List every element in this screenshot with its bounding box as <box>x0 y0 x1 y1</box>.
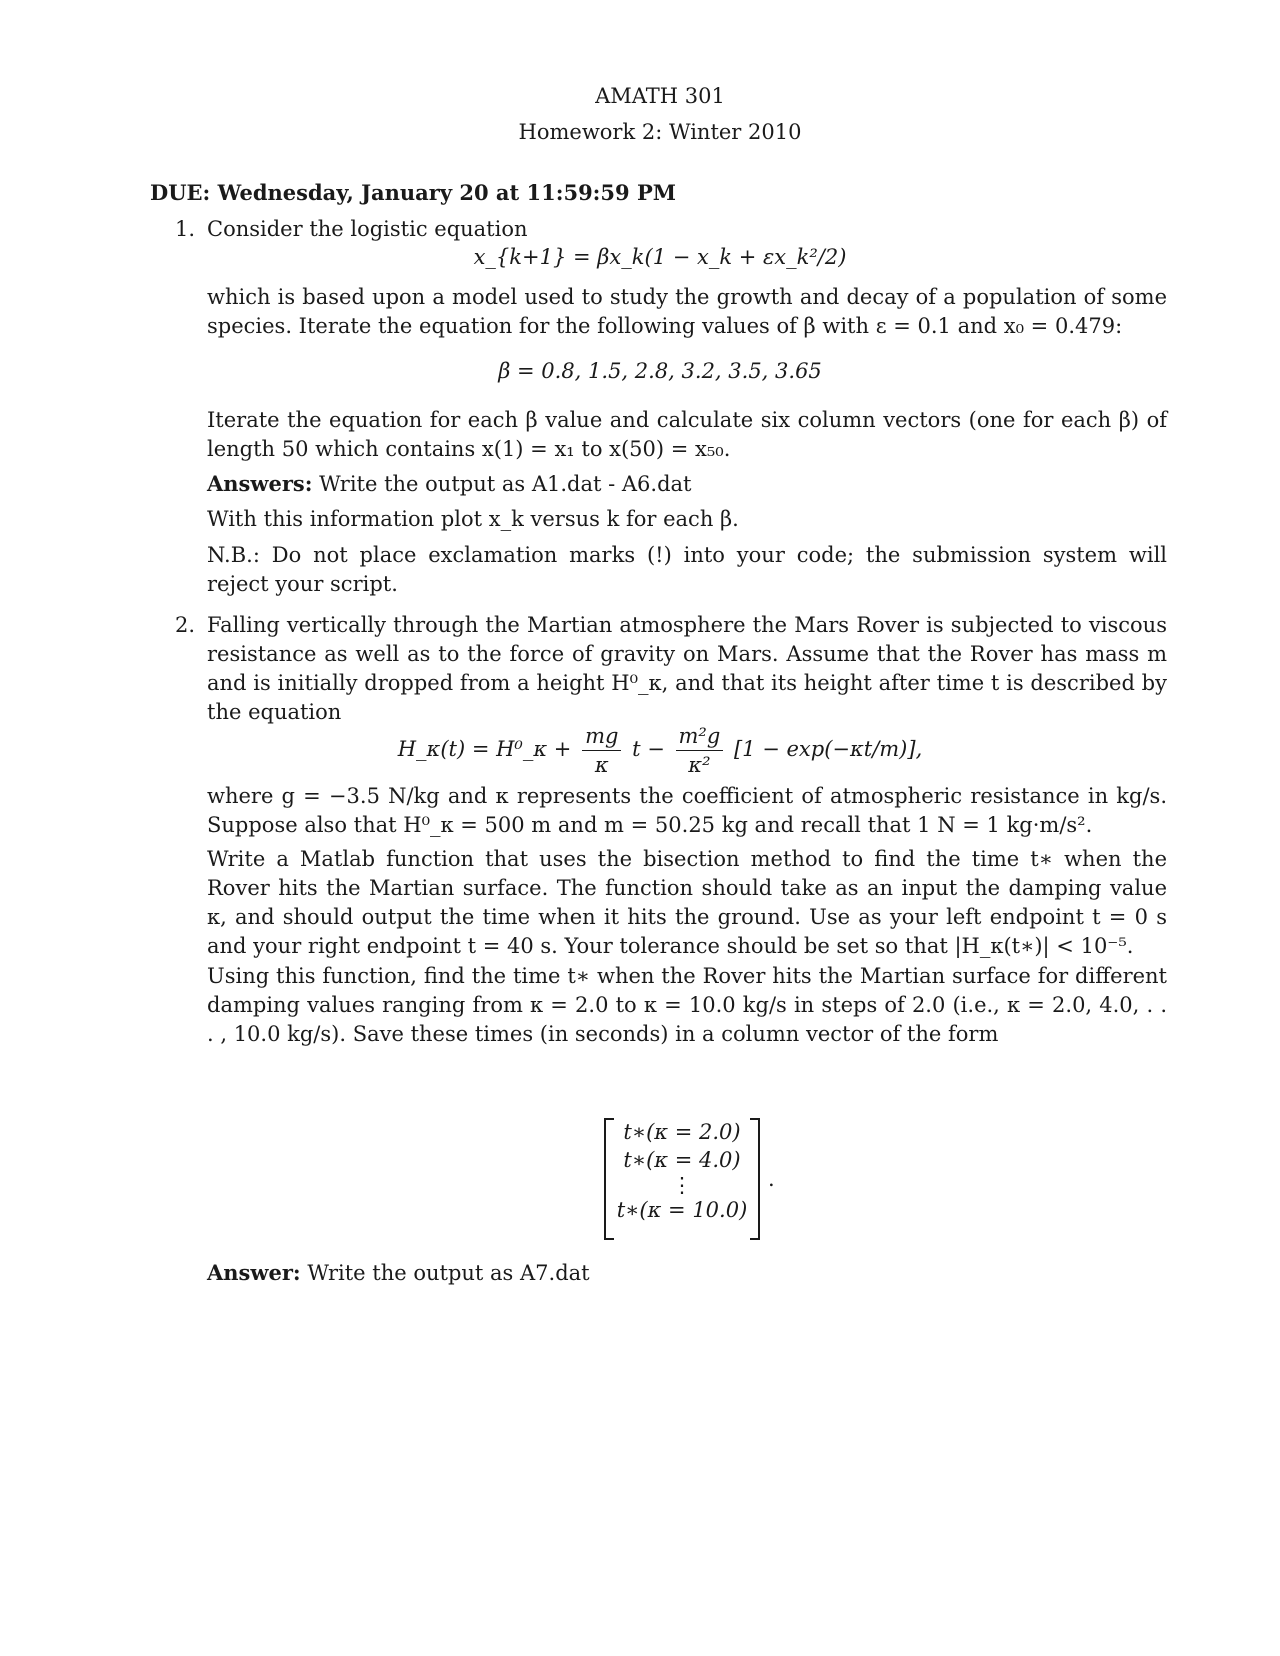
height-eq-rhs: [1 − exp(−κt/m)], <box>733 737 923 761</box>
answers-text: Write the output as A1.dat - A6.dat <box>319 472 692 496</box>
answer-text: Write the output as A7.dat <box>307 1261 590 1285</box>
problem-1-paragraph-2: Iterate the equation for each β value and calculate six column vectors (one for each β) of length 50 which contains x(1) = x₁ to x(50) = x₅₀. <box>207 408 1167 461</box>
problem-2-paragraph-3: Write a Matlab function that uses the bisection method to find the time t∗ when the Rover hits the Martian surface. The function should take as an input the damping value κ, and should output the time when it hits the ground. Use as your left endpoint t = 0 s and your right endpoint t = 40 s. Your tolerance should be set so that |H_κ(t∗)| < 10⁻⁵. <box>207 847 1167 958</box>
matrix-row-1: t∗(κ = 2.0) <box>623 1120 741 1144</box>
homework-subtitle: Homework 2: Winter 2010 <box>518 120 802 144</box>
problem-2-paragraph-2: where g = −3.5 N/kg and κ represents the coefficient of atmospheric resistance in kg/s. Suppose also that H⁰_κ = 500 m and m = 50.25 kg and recall that 1 N = 1 kg·m/s². <box>207 784 1167 837</box>
plot-instruction: With this information plot x_k versus k for each β. <box>207 507 739 531</box>
problem-1-paragraph-1: which is based upon a model used to study the growth and decay of a population of some species. Iterate the equation for the following values of β with ε = 0.1 and x₀ = 0.479: <box>207 285 1167 338</box>
problem-2-paragraph-1: Falling vertically through the Martian atmosphere the Mars Rover is subjected to viscous resistance as well as to the force of gravity on Mars. Assume that the Rover has mass m and is initially dropped from a height H⁰_κ, and that its height after time t is described by the equation <box>207 613 1167 724</box>
problem-2-paragraph-4: Using this function, find the time t∗ when the Rover hits the Martian surface for different damping values ranging from κ = 2.0 to κ = 10.0 kg/s in steps of 2.0 (i.e., κ = 2.0, 4.0, . . . , 10.0 kg/s). Save these times (in seconds) in a column vector of the form <box>207 964 1167 1046</box>
height-eq-mid: t − <box>632 737 665 761</box>
problem-1-answers <box>207 469 1167 499</box>
document-header <box>0 78 1280 150</box>
matrix-vertical-dots: ⋮ <box>671 1173 693 1197</box>
fraction-1-numerator: mg <box>582 722 621 751</box>
answers-label: Answers: <box>207 471 313 496</box>
problem-2-answer <box>207 1258 1167 1288</box>
due-date: DUE: Wednesday, January 20 at 11:59:59 PM <box>150 180 677 205</box>
fraction-2-denominator: κ² <box>688 753 711 777</box>
problem-1-number: 1. <box>175 217 196 241</box>
logistic-equation: x_{k+1} = βx_k(1 − x_k + εx_k²/2) <box>473 245 847 269</box>
height-eq-lhs: H_κ(t) = H⁰_κ + <box>397 737 572 761</box>
height-equation <box>0 722 1280 779</box>
matrix-row-last: t∗(κ = 10.0) <box>616 1198 748 1222</box>
fraction-m2g-over-kappa2 <box>676 722 724 779</box>
fraction-2-numerator: m²g <box>676 722 724 751</box>
beta-values: β = 0.8, 1.5, 2.8, 3.2, 3.5, 3.65 <box>498 359 822 383</box>
course-title: AMATH 301 <box>595 84 725 108</box>
fraction-1-denominator: κ <box>594 753 609 777</box>
time-column-vector <box>604 1118 760 1240</box>
matrix-period: . <box>768 1167 775 1191</box>
matrix-row-2: t∗(κ = 4.0) <box>623 1148 741 1172</box>
answer-label: Answer: <box>207 1260 301 1285</box>
fraction-mg-over-kappa <box>582 722 621 779</box>
problem-1-intro: Consider the logistic equation <box>207 217 528 241</box>
nb-note: N.B.: Do not place exclamation marks (!) into your code; the submission system will reject your script. <box>207 543 1167 596</box>
problem-2-number: 2. <box>175 613 196 637</box>
